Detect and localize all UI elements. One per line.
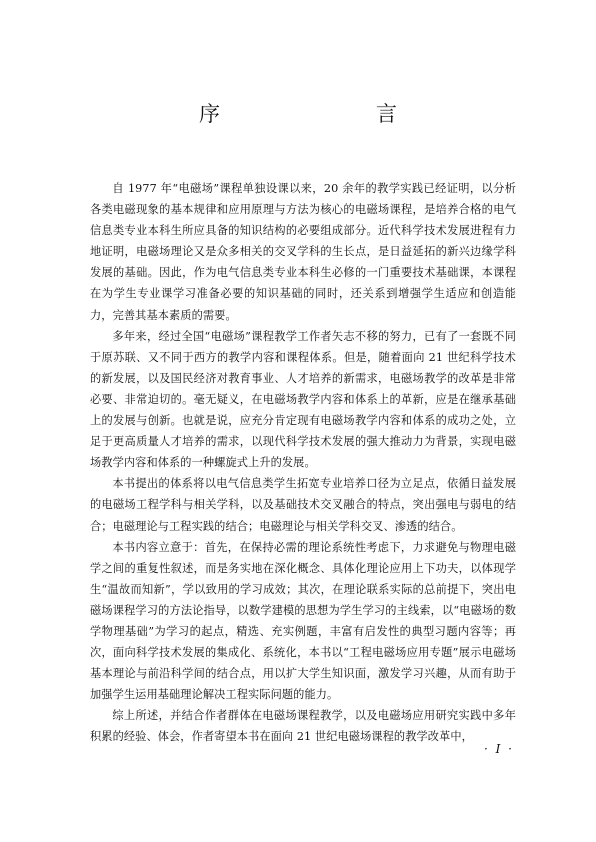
paragraph: 本书提出的体系将以电气信息类学生拓宽专业培养口径为立足点，依循日益发展的电磁场工程学科与相关学科，以及基础技术交叉融合的特点，突出强电与弱电的结合；电磁理论与工程实践的结合；电磁理论与相关学科交叉、渗透的结合。 [90,477,516,533]
paragraph: 本书内容立意于：首先，在保持必需的理论系统性考虑下，力求避免与物理电磁学之间的重复性叙述，而是务实地在深化概念、具体化理论应用上下功夫，以体现学生“温故而知新”，学以致用的学习成效；其次，在理论联系实际的总前提下，突出电磁场课程学习的方法论指导，以数学建模的思想为学生学习的主线索，以“电磁场的数学物理基础”为学习的起点，精选、充实例题，丰富有启发性的典型习题内容等；再次，面向科学技术发展的集成化、系统化，本书以“工程电磁场应用专题”展示电磁场基本理论与前沿科学间的结合点，用以扩大学生知识面，激发学习兴趣，从而有助于加强学生运用基础理论解决工程实际问题的能力。 [90,540,516,702]
page-number: · I · [484,742,514,756]
paragraph: 自 1977 年“电磁场”课程单独设课以来，20 余年的教学实践已经证明，以分析各类电磁现象的基本规律和应用原理与方法为核心的电磁场课程，是培养合格的电气信息类专业本科生所应具备的知识结构的必要组成部分。近代科学技术发展进程有力地证明，电磁场理论又是众多相关的交叉学科的生长点，是日益延拓的新兴边缘学科发展的基础。因此，作为电气信息类专业本科生必修的一门重要技术基础课，本课程在为学生专业课学习准备必要的知识基础的同时，还关系到增强学生适应和创造能力，完善其基本素质的需要。 [90,182,516,322]
paragraph: 多年来，经过全国“电磁场”课程教学工作者矢志不移的努力，已有了一套既不同于原苏联、又不同于西方的教学内容和课程体系。但是，随着面向 21 世纪科学技术的新发展，以及国民经济对教育事业、人才培养的新需求，电磁场教学的改革是非常必要、非常迫切的。毫无疑义，在电磁场教学内容和体系上的革新，应是在继承基础上的发展与创新。也就是说，应充分肯定现有电磁场教学内容和体系的成功之处，立足于更高质量人才培养的需求，以现代科学技术发展的强大推动力为背景，实现电磁场教学内容和体系的一种螺旋式上升的发展。 [90,329,516,470]
page-title: 序 言 [199,102,435,126]
preface-body [90,178,516,748]
paragraph: 综上所述，并结合作者群体在电磁场课程教学，以及电磁场应用研究实践中多年积累的经验、体会，作者寄望本书在面向 21 世纪电磁场课程的教学改革中， [90,709,516,744]
